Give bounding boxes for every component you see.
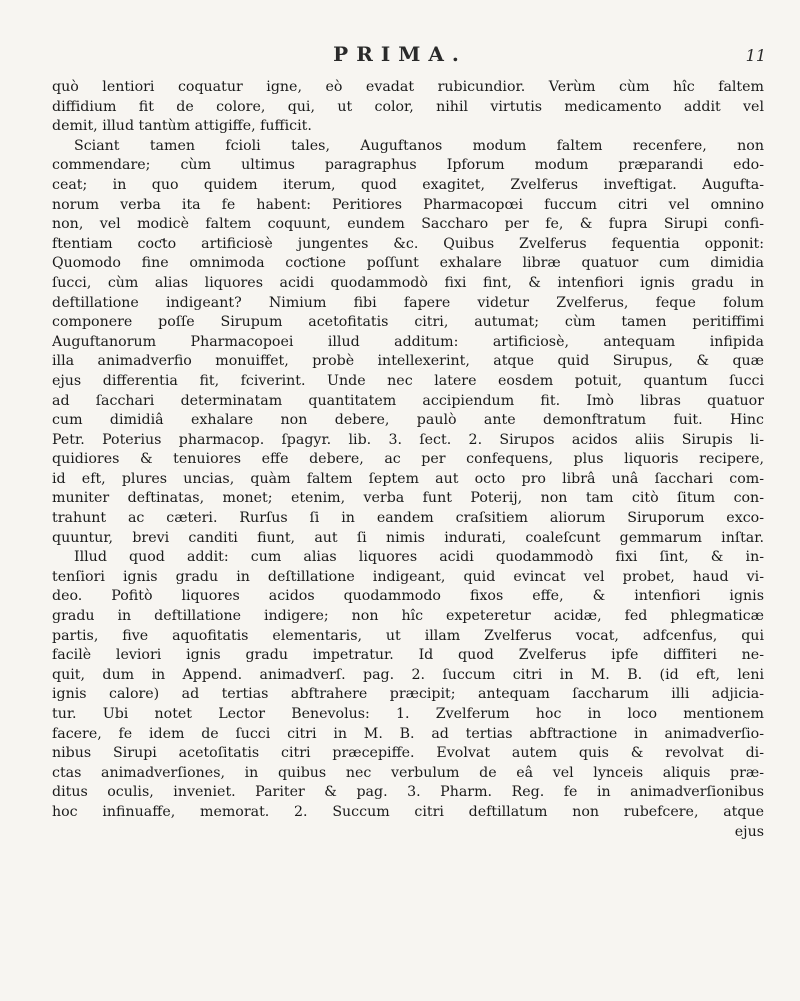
text-line: muniter deftinatas, monet; etenim, verba funt Poterij, non tam citò ſitum con-	[52, 490, 764, 507]
text-line: ctas animadverſiones, in quibus nec verbulum de eâ vel lynceis aliquis præ-	[52, 764, 764, 781]
text-line: gradu in deftillatione indigere; non hîc expeteretur acidæ, fed phlegmaticæ	[52, 608, 764, 625]
text-line: quò lentiori coquatur igne, eò evadat rubicundior. Verùm cùm hîc faltem	[52, 79, 764, 95]
text-line: diffidium fit de colore, qui, ut color, nihil virtutis medicamento addit vel	[52, 98, 764, 115]
text-line: Illud quod addit: cum alias liquores acidi quodammodò fixi ſint, & in-	[74, 549, 764, 566]
text-line: Petr. Poterius pharmacop. ſpagyr. lib. 3. ſect. 2. Sirupos acidos aliis Sirupis li-	[52, 431, 764, 448]
text-line: tur. Ubi notet Lector Benevolus: 1. Zvelferum hoc in loco mentionem	[52, 706, 764, 722]
text-line: ad ſacchari determinatam quantitatem accipiendum fit. Imò libras quatuor	[52, 392, 764, 409]
text-line: ftentiam coƈto artificiosè jungentes &c. Quibus Zvelferus fequentia opponit:	[52, 235, 764, 252]
text-line: commendare; cùm ultimus paragraphus Ipforum modum præparandi edo-	[52, 157, 764, 174]
text-line: trahunt ac cæteri. Rurſus ſi in eandem craſsitiem aliorum Siruporum exco-	[52, 510, 764, 527]
text-line: ceat; in quo quidem iterum, quod exagitet, Zvelferus inveftigat. Augufta-	[52, 176, 764, 193]
body-text	[52, 78, 764, 842]
running-head: PRIMA.	[333, 42, 467, 66]
text-line: deftillatione indigeant? Nimium fibi fapere videtur Zvelferus, feque folum	[52, 294, 764, 311]
text-line: ignis calore) ad tertias abftrahere præcipit; antequam ſaccharum illi adjicia-	[52, 686, 764, 703]
text-line: Quomodo fine omnimoda coƈtione poſſunt exhalare libræ quatuor cum dimidia	[52, 255, 764, 272]
text-line: ſucci, cùm alias liquores acidi quodammodò fixi fint, & intenfiori ignis gradu in	[52, 274, 764, 291]
text-line: deo. Pofitò liquores acidos quodammodo fixos effe, & intenfiori ignis	[52, 588, 764, 605]
text-line: norum verba ita fe habent: Peritiores Pharmacopœi fuccum citri vel omnino	[52, 196, 764, 213]
text-line: tenſiori ignis gradu in deſtillatione indigeant, quid evincat vel probet, haud vi-	[52, 568, 764, 585]
catchword: ejus	[734, 823, 764, 840]
text-line: partis, five aquofitatis elementaris, ut illam Zvelferus vocat, adfcenfus, qui	[52, 627, 764, 644]
text-line: quidiores & tenuiores effe debere, ac per confequens, plus liquoris recipere,	[52, 451, 764, 468]
text-line: Sciant tamen fcioli tales, Auguftanos modum faltem recenfere, non	[74, 137, 764, 154]
page-header	[0, 42, 800, 72]
text-line: hoc infinuaffe, memorat. 2. Succum citri deftillatum non rubefcere, atque	[52, 803, 764, 820]
text-line: ejus differentia fit, fciverint. Unde nec latere eosdem potuit, quantum ſucci	[52, 372, 764, 389]
page-number: 11	[745, 46, 766, 65]
text-line: componere poſſe Sirupum acetofitatis citri, autumat; cùm tamen peritiffimi	[52, 314, 764, 331]
text-line: quit, dum in Append. animadverſ. pag. 2. ſuccum citri in M. B. (id eft, leni	[52, 666, 764, 683]
text-line: Auguftanorum Pharmacopoei illud additum: artificiosè, antequam infipida	[52, 333, 764, 350]
text-line: cum dimidiâ exhalare non debere, paulò ante demonftratum fuit. Hinc	[52, 412, 764, 429]
text-line: demit, illud tantùm attigiffe, fufficit.	[52, 118, 312, 135]
text-line: facilè leviori ignis gradu impetratur. Id quod Zvelferus ipfe diffiteri ne-	[52, 647, 764, 664]
text-line: quuntur, brevi canditi fiunt, aut ſi nimis indurati, coaleſcunt gemmarum inſtar.	[52, 529, 764, 546]
text-line: nibus Sirupi acetoſitatis citri præcepiffe. Evolvat autem quis & revolvat di-	[52, 745, 764, 762]
text-line: ditus oculis, inveniet. Pariter & pag. 3. Pharm. Reg. fe in animadverſionibus	[52, 784, 764, 801]
text-line: non, vel modicè faltem coquunt, eundem Saccharo per fe, & fupra Sirupi confi-	[52, 216, 764, 233]
text-line: illa animadverfio monuiffet, probè intellexerint, atque quid Sirupus, & quæ	[52, 353, 764, 370]
text-line: facere, fe idem de ſucci citri in M. B. ad tertias abftractione in animadverſio-	[52, 725, 764, 742]
text-line: id eft, plures uncias, quàm faltem ſeptem aut octo pro librâ unâ ſacchari com-	[52, 470, 764, 487]
